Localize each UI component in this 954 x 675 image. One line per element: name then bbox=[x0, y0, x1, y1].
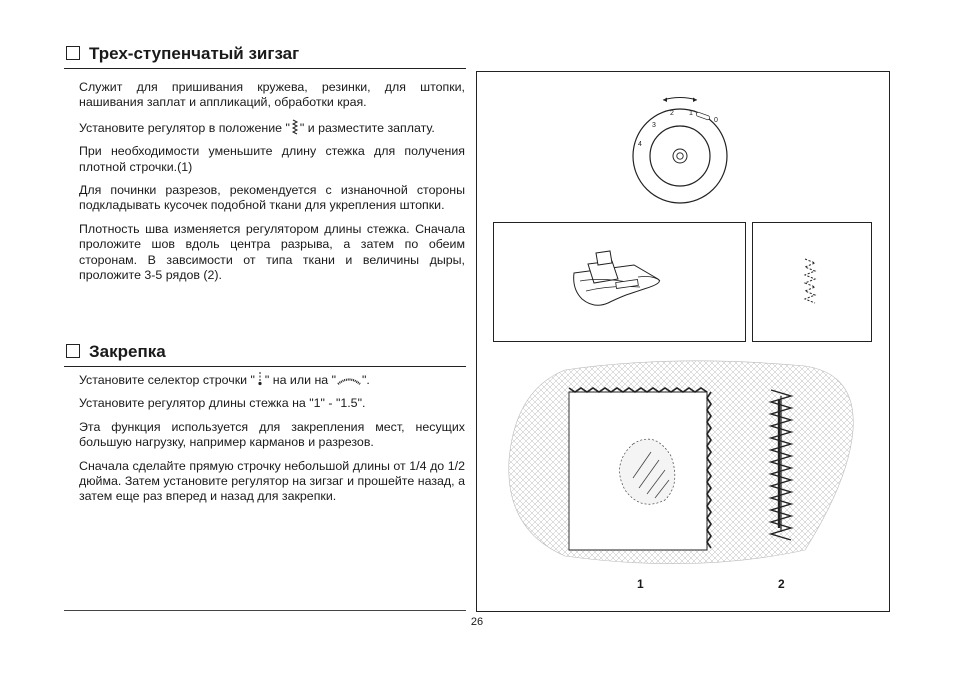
paragraph: Эта функция используется для закрепления мест, несущих большую нагрузку, например карманов и разрезов. bbox=[79, 419, 465, 450]
figure-label-2: 2 bbox=[778, 577, 785, 591]
darning-illustration bbox=[505, 360, 865, 582]
stitch-length-dial bbox=[625, 94, 735, 206]
dial-mark: 1 bbox=[689, 110, 693, 117]
presser-foot-icon bbox=[494, 223, 745, 341]
paragraph: Сначала сделайте прямую строчку небольшой длины от 1/4 до 1/2 дюйма. Затем установите регулятор на зигзаг и прошейте назад, а затем еще раз вперед и назад для закрепки. bbox=[79, 458, 465, 504]
checkbox-icon bbox=[66, 46, 80, 60]
page-number: 26 bbox=[470, 616, 484, 628]
section-heading-zigzag bbox=[64, 42, 466, 69]
section-title: Трех-ступенчатый зигзаг bbox=[89, 44, 300, 63]
presser-foot-figure bbox=[493, 222, 746, 342]
dial-mark: 4 bbox=[638, 141, 642, 148]
dial-mark: 2 bbox=[670, 110, 674, 117]
paragraph: Для починки разрезов, рекомендуется с изнаночной стороны подкладывать кусочек подобной ткани для укрепления штопки. bbox=[79, 183, 465, 213]
dial-mark: 3 bbox=[652, 122, 656, 129]
dial-arrow bbox=[663, 98, 697, 101]
section-body-zigzag bbox=[79, 80, 465, 291]
section-title: Закрепка bbox=[89, 342, 166, 361]
paragraph: При необходимости уменьшите длину стежка для получения плотной строчки.(1) bbox=[79, 144, 465, 174]
three-step-zigzag-icon bbox=[753, 223, 871, 341]
illustration-frame bbox=[476, 71, 890, 612]
paragraph: Установите селектор строчки " " на или на " ". bbox=[79, 373, 370, 387]
section-body-bartack bbox=[79, 371, 465, 513]
checkbox-icon bbox=[66, 344, 80, 358]
paragraph: Плотность шва изменяется регулятором длины стежка. Сначала проложите шов вдоль центра разрыва, а затем по обеим сторонам. В завсимости от типа ткани и величины дыры, проложите 3-5 рядов (2). bbox=[79, 221, 465, 283]
section-heading-bartack bbox=[64, 340, 466, 367]
zigzag-stitch-icon bbox=[290, 119, 300, 135]
stitch-pattern-figure bbox=[752, 222, 872, 342]
satin-stitch-icon bbox=[336, 375, 362, 387]
paragraph: Служит для пришивания кружева, резинки, для штопки, нашивания заплат и аппликаций, обработки края. bbox=[79, 80, 465, 110]
straight-stitch-icon bbox=[255, 371, 265, 387]
dial-mark: 0 bbox=[714, 117, 718, 124]
paragraph: Установите регулятор длины стежка на "1" - "1.5". bbox=[79, 396, 366, 411]
bottom-rule bbox=[64, 610, 466, 611]
figure-label-1: 1 bbox=[637, 577, 644, 591]
paragraph: Установите регулятор в положение " " и разместите заплату. bbox=[79, 120, 435, 135]
